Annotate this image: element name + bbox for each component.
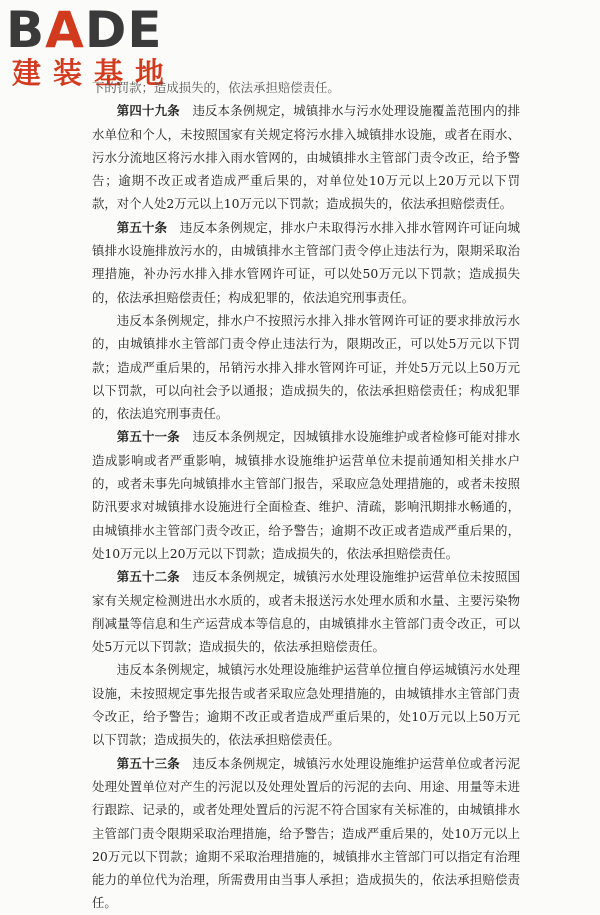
paragraph: 第五十一条 违反本条例规定，因城镇排水设施维护或者检修可能对排水造成影响或者严重影响，城镇排水设施维护运营单位未提前通知相关排水户的，或者未事先向城镇排水主管部门报告，采取应急处理措施的，或者未按照防汛要求对城镇排水设施进行全面检查、维护、清疏，影响汛期排水畅通的，由城镇排水主管部门责令改正，给予警告；逾期不改正或者造成严重后果的，处10万元以上20万元以下罚款；造成损失的，依法承担赔偿责任。 xyxy=(92,429,521,561)
article-number: 第五十一条 xyxy=(116,429,180,445)
logo-subtitle: 建装基地 xyxy=(12,56,177,90)
paragraph: 第五十三条 违反本条例规定，城镇污水处理设施维护运营单位或者污泥处理处置单位对产生的污泥以及处理处置后的污泥的去向、用途、用量等未进行跟踪、记录的，或者处理处置后的污泥不符合国家有关标准的，由城镇排水主管部门责令限期采取治理措施，给予警告；造成严重后果的，处10万元以上20万元以下罚款；逾期不采取治理措施的，城镇排水主管部门可以指定有治理能力的单位代为治理，所需费用由当事人承担；造成损失的，依法承担赔偿责任。 xyxy=(92,755,521,911)
document-body xyxy=(92,76,520,915)
article-number: 第五十二条 xyxy=(116,569,180,585)
paragraph: 下的罚款；造成损失的，依法承担赔偿责任。 xyxy=(92,80,340,95)
article-number: 第五十三条 xyxy=(116,755,180,771)
paragraph: 违反本条例规定，城镇污水处理设施维护运营单位擅自停运城镇污水处理设施，未按照规定事先报告或者采取应急处理措施的，由城镇排水主管部门责令改正，给予警告；逾期不改正或者造成严重后果的，处10万元以上50万元以下罚款；造成损失的，依法承担赔偿责任。 xyxy=(92,662,520,748)
article-number: 第五十条 xyxy=(116,219,168,235)
paragraph: 第五十条 违反本条例规定，排水户未取得污水排入排水管网许可证向城镇排水设施排放污水的，由城镇排水主管部门责令停止违法行为，限期采取治理措施，补办污水排入排水管网许可证，可以处50万元以下罚款；造成损失的，依法承担赔偿责任；构成犯罪的，依法追究刑事责任。 xyxy=(92,219,521,305)
article-number: 第四十九条 xyxy=(116,103,180,119)
paragraph: 第四十九条 违反本条例规定，城镇排水与污水处理设施覆盖范围内的排水单位和个人，未按照国家有关规定将污水排入城镇排水设施，或者在雨水、污水分流地区将污水排入雨水管网的，由城镇排水主管部门责令改正，给予警告；逾期不改正或者造成严重后果的，对单位处10万元以上20万元以下罚款，对个人处2万元以上10万元以下罚款；造成损失的，依法承担赔偿责任。 xyxy=(92,103,521,212)
logo-wordmark: BADE xyxy=(6,1,163,59)
paragraph: 违反本条例规定，排水户不按照污水排入排水管网许可证的要求排放污水的，由城镇排水主管部门责令停止违法行为，限期改正，可以处5万元以下罚款；造成严重后果的，吊销污水排入排水管网许可证，并处5万元以上50万元以下罚款，可以向社会予以通报；造成损失的，依法承担赔偿责任；构成犯罪的，依法追究刑事责任。 xyxy=(92,312,520,422)
paragraph: 第五十二条 违反本条例规定，城镇污水处理设施维护运营单位未按照国家有关规定检测进出水水质的，或者未报送污水处理水质和水量、主要污染物削减量等信息和生产运营成本等信息的，由城镇排水主管部门责令改正，可以处5万元以下罚款；造成损失的，依法承担赔偿责任。 xyxy=(92,569,521,655)
